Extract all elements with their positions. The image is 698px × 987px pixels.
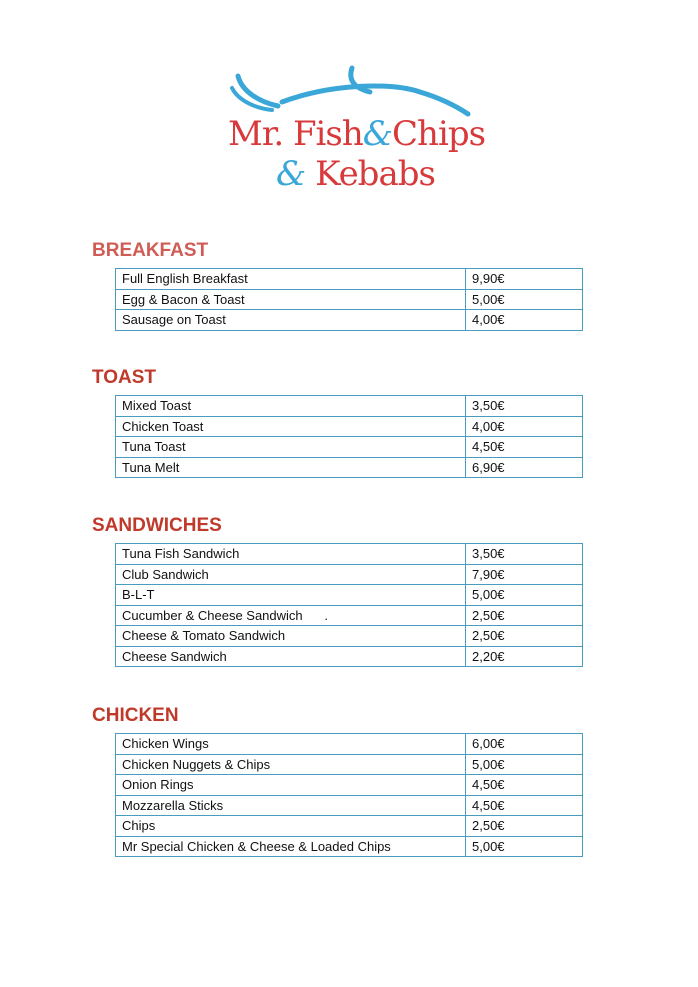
section-breakfast	[92, 240, 587, 331]
section-title: SANDWICHES	[92, 515, 222, 536]
item-name: Mr Special Chicken & Cheese & Loaded Chips	[116, 836, 466, 857]
table-row	[116, 795, 583, 816]
item-name: Mozzarella Sticks	[116, 795, 466, 816]
item-name: Onion Rings	[116, 775, 466, 796]
table-row	[116, 775, 583, 796]
item-name: Cheese & Tomato Sandwich	[116, 626, 466, 647]
menu-table	[115, 268, 583, 331]
menu-table	[115, 395, 583, 478]
item-price: 4,00€	[466, 416, 583, 437]
fish-icon	[220, 62, 490, 122]
section-sandwiches	[92, 515, 587, 667]
item-price: 4,50€	[466, 775, 583, 796]
item-price: 5,00€	[466, 585, 583, 606]
item-name: Chips	[116, 816, 466, 837]
table-row	[116, 269, 583, 290]
section-title: BREAKFAST	[92, 240, 209, 261]
item-name: Chicken Toast	[116, 416, 466, 437]
item-name: Mixed Toast	[116, 396, 466, 417]
item-name: Chicken Nuggets & Chips	[116, 754, 466, 775]
item-price: 6,00€	[466, 734, 583, 755]
brand-name: Mr. Fish	[228, 114, 363, 154]
item-name: Tuna Fish Sandwich	[116, 544, 466, 565]
item-name: Cucumber & Cheese Sandwich .	[116, 605, 466, 626]
item-price: 4,50€	[466, 795, 583, 816]
item-price: 3,50€	[466, 396, 583, 417]
item-name: Sausage on Toast	[116, 310, 466, 331]
ampersand: &	[362, 114, 393, 154]
ampersand: &	[276, 154, 306, 194]
item-name: Tuna Toast	[116, 437, 466, 458]
table-row	[116, 457, 583, 478]
table-row	[116, 626, 583, 647]
table-row	[116, 396, 583, 417]
brand-line-1	[228, 114, 485, 154]
section-toast	[92, 367, 587, 478]
table-row	[116, 437, 583, 458]
brand-kebabs: Kebabs	[315, 154, 435, 194]
table-row	[116, 310, 583, 331]
item-name: Club Sandwich	[116, 564, 466, 585]
brand-chips: Chips	[392, 114, 486, 154]
table-row	[116, 816, 583, 837]
item-price: 2,50€	[466, 626, 583, 647]
section-chicken	[92, 705, 587, 857]
item-price: 5,00€	[466, 289, 583, 310]
table-row	[116, 836, 583, 857]
brand-line-2	[276, 154, 435, 194]
table-row	[116, 734, 583, 755]
brand-logo	[220, 62, 490, 197]
table-row	[116, 585, 583, 606]
item-price: 3,50€	[466, 544, 583, 565]
table-row	[116, 416, 583, 437]
table-row	[116, 646, 583, 667]
item-price: 4,50€	[466, 437, 583, 458]
section-title: TOAST	[92, 367, 157, 388]
item-price: 2,50€	[466, 816, 583, 837]
table-row	[116, 289, 583, 310]
table-row	[116, 605, 583, 626]
item-price: 5,00€	[466, 836, 583, 857]
item-name: Full English Breakfast	[116, 269, 466, 290]
item-price: 2,50€	[466, 605, 583, 626]
item-price: 4,00€	[466, 310, 583, 331]
table-row	[116, 544, 583, 565]
table-row	[116, 754, 583, 775]
item-price: 5,00€	[466, 754, 583, 775]
item-name: B-L-T	[116, 585, 466, 606]
item-price: 7,90€	[466, 564, 583, 585]
menu-table	[115, 543, 583, 667]
item-price: 6,90€	[466, 457, 583, 478]
item-name: Tuna Melt	[116, 457, 466, 478]
item-price: 2,20€	[466, 646, 583, 667]
item-name: Egg & Bacon & Toast	[116, 289, 466, 310]
item-price: 9,90€	[466, 269, 583, 290]
table-row	[116, 564, 583, 585]
item-name: Cheese Sandwich	[116, 646, 466, 667]
menu-table	[115, 733, 583, 857]
section-title: CHICKEN	[92, 705, 179, 726]
item-name: Chicken Wings	[116, 734, 466, 755]
